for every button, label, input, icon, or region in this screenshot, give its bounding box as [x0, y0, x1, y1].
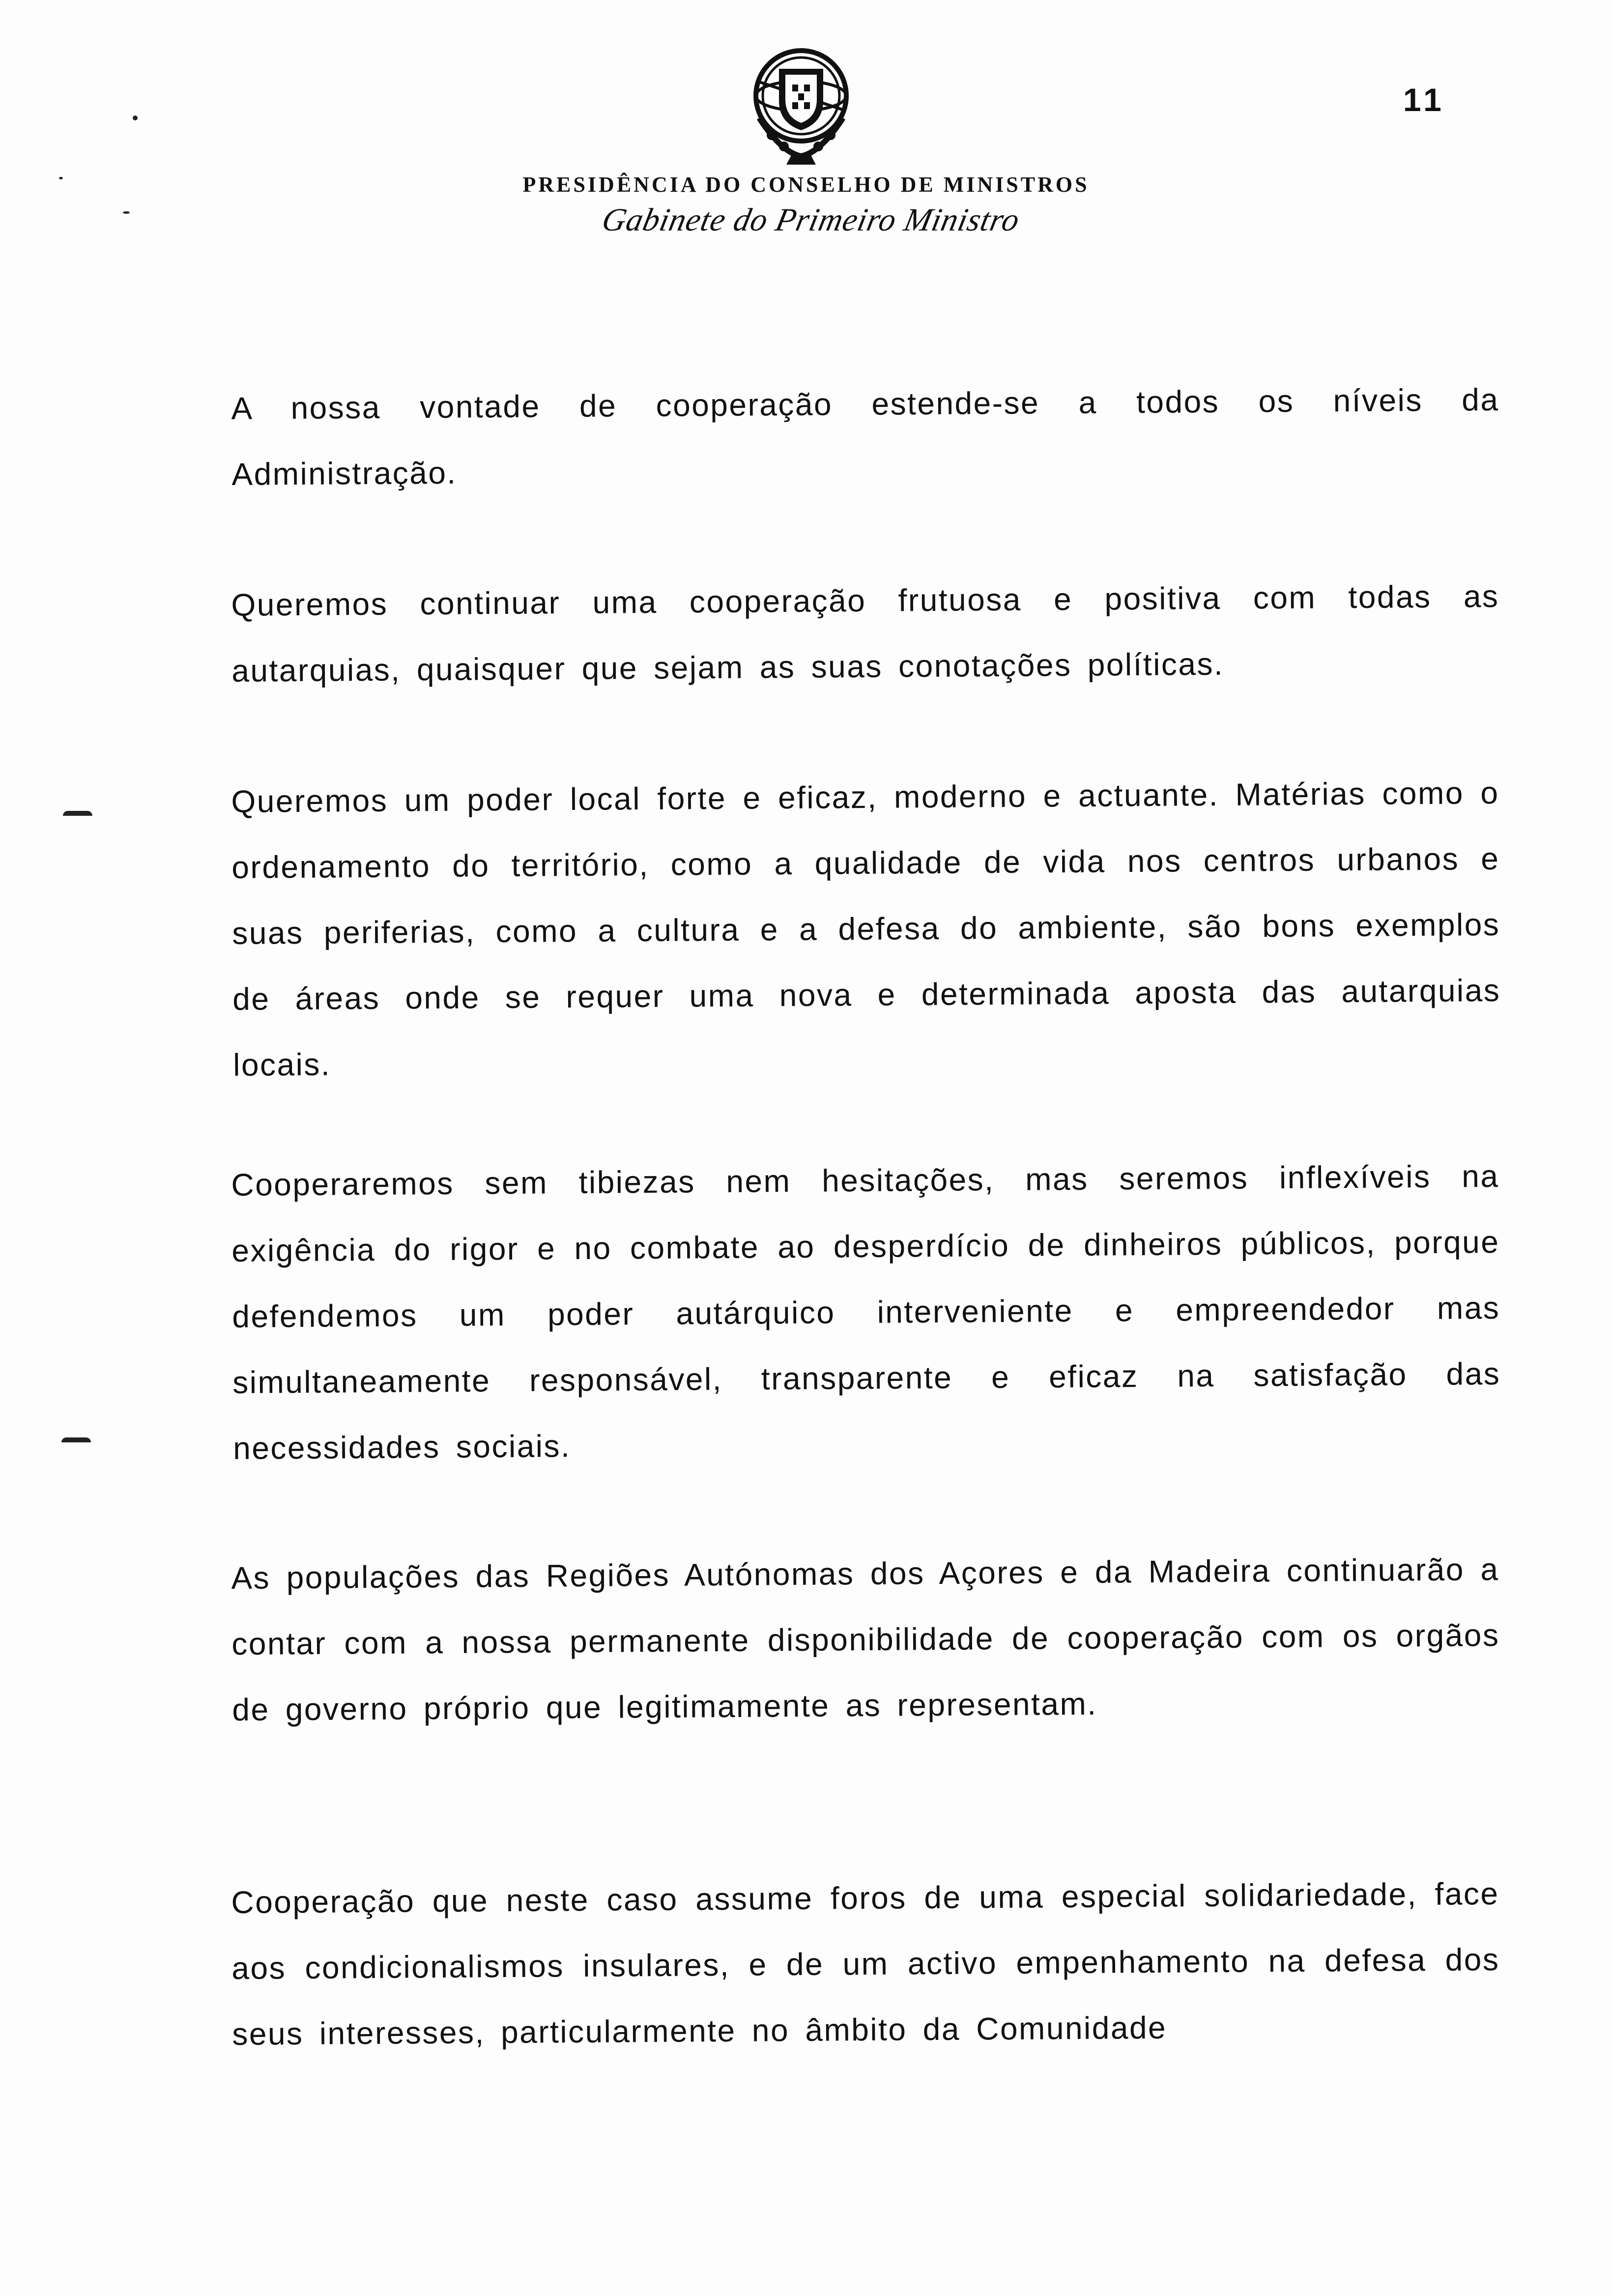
portuguese-coat-of-arms-icon — [737, 39, 865, 167]
body-paragraph: Queremos continuar uma cooperação frutuosa e positiva com todas as autarquias, quaisquer que sejam as suas conotações políticas. — [231, 578, 1499, 689]
scan-speck — [63, 811, 92, 816]
body-paragraph: Queremos um poder local forte e eficaz, moderno e actuante. Matérias como o ordenamento do território, como a qualidade de vida nos centros urbanos e suas periferias, como a cultura e a defesa do ambiente, são bons exemplos de áreas onde se requer uma nova e determinada aposta das autarquias locais. — [231, 775, 1501, 1083]
scan-speck — [59, 177, 63, 179]
body-paragraph: Cooperaremos sem tibiezas nem hesitações, mas seremos inflexíveis na exigência do rigor e no combate ao desperdício de dinheiros públicos, porque defendemos um poder autárquico interveniente e empreendedor mas simultaneamente responsável, transparente e eficaz na satisfação das necessidades sociais. — [231, 1158, 1501, 1466]
scan-speck — [61, 1437, 91, 1442]
body-paragraph: Cooperação que neste caso assume foros de uma especial solidariedade, face aos condicionalismos insulares, e de um activo empenhamento na defesa dos seus interesses, particularmente no âmbito da Comunidade — [231, 1875, 1500, 2052]
scan-speck — [123, 211, 130, 214]
office-title: PRESIDÊNCIA DO CONSELHO DE MINISTROS — [522, 172, 1090, 197]
scan-speck — [133, 115, 138, 120]
page-number: 11 — [1403, 82, 1445, 118]
office-subtitle: Gabinete do Primeiro Ministro — [599, 202, 1023, 238]
body-paragraph: As populações das Regiões Autónomas dos Açores e da Madeira continuarão a contar com a nossa permanente disponibilidade de cooperação com os orgãos de governo próprio que legitimamente as representam. — [231, 1551, 1500, 1727]
body-paragraph: A nossa vontade de cooperação estende-se a todos os níveis da Administração. — [231, 381, 1499, 492]
